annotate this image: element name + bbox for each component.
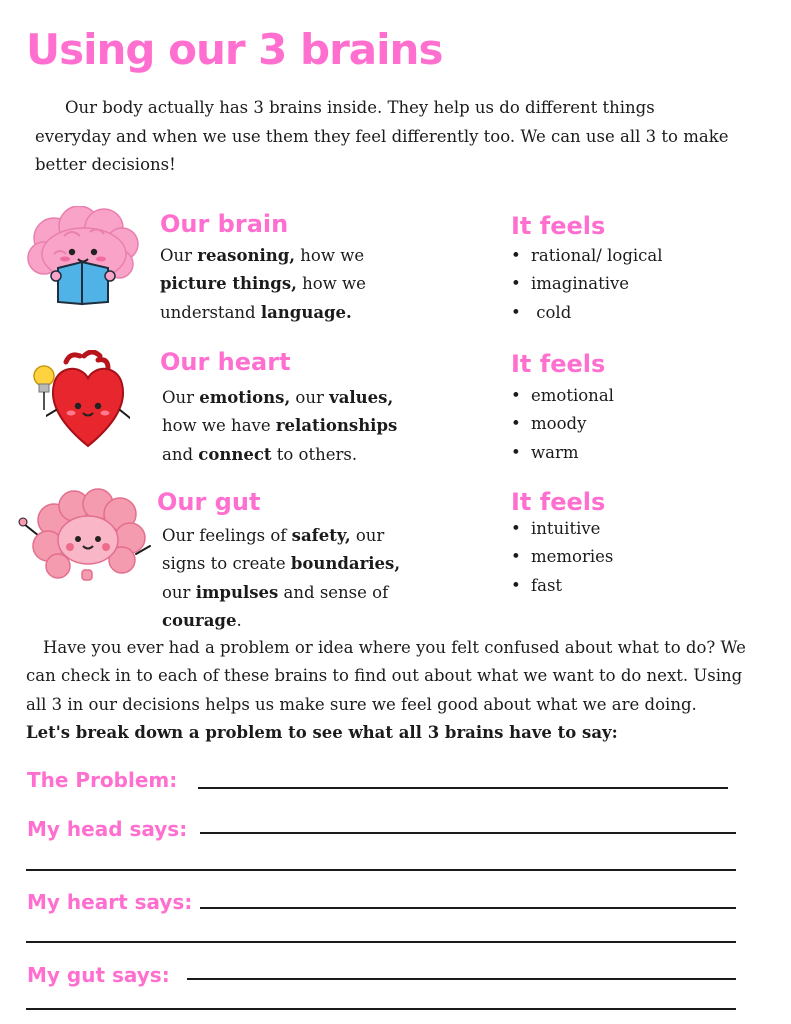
page-title: Using our 3 brains (26, 25, 443, 74)
gut-icon (18, 484, 156, 584)
heart-description (162, 384, 402, 469)
gut-label: My gut says: (27, 963, 170, 987)
bold-term: impulses (195, 582, 279, 602)
bold-term: safety, (291, 526, 351, 545)
gut-answer-line[interactable] (187, 978, 736, 980)
brain-icon (24, 206, 144, 306)
list-item: • cold (511, 299, 663, 327)
text-run: Our feelings of (162, 526, 292, 545)
gut-answer-line-2[interactable] (26, 1008, 736, 1010)
list-item: • emotional (511, 382, 614, 410)
list-item: • warm (511, 439, 614, 467)
intro-paragraph: Our body actually has 3 brains inside. They help us do different things everyday and when we use them they feel differently too. We can use all 3 to make better decisions! (35, 98, 729, 174)
gut-description (162, 522, 432, 635)
heart-feels-title: It feels (511, 350, 606, 378)
bold-term: emotions, (199, 388, 291, 407)
brain-description (160, 242, 400, 327)
section-gut (0, 480, 791, 630)
text-run: Our (160, 246, 198, 265)
text-run: how we have (162, 416, 276, 436)
brain-title: Our brain (160, 210, 289, 238)
bold-term: boundaries, (290, 554, 401, 574)
bold-term: connect (198, 444, 272, 464)
list-item: • fast (511, 572, 613, 600)
list-item: • memories (511, 543, 613, 571)
text-run: and sense of (278, 582, 389, 602)
problem-label: The Problem: (27, 768, 178, 792)
text-run: . (236, 610, 242, 630)
closing-instruction: Let's break down a problem to see what all 3 brains have to say: (26, 723, 618, 742)
brain-feels-list (511, 242, 663, 327)
list-item: • intuitive (511, 515, 613, 543)
heart-title: Our heart (160, 348, 291, 376)
problem-answer-line[interactable] (198, 787, 728, 789)
head-answer-line[interactable] (200, 832, 736, 834)
heart-answer-line[interactable] (200, 907, 736, 909)
bold-term: picture things, (160, 274, 297, 294)
gut-feels-title: It feels (511, 488, 606, 516)
heart-label: My heart says: (27, 890, 193, 914)
text-run: Our (162, 388, 200, 407)
gut-feels-list (511, 515, 613, 600)
bold-term: reasoning, (197, 246, 296, 265)
text-run: our (290, 388, 330, 407)
head-answer-line-2[interactable] (26, 869, 736, 871)
list-item: • moody (511, 410, 614, 438)
bold-term: values, (329, 388, 394, 407)
list-item: • imaginative (511, 270, 663, 298)
gut-title: Our gut (157, 488, 261, 516)
text-run: how we (295, 246, 365, 265)
text-run: how we understand (160, 274, 366, 322)
text-run: and (162, 444, 199, 464)
section-brain (0, 204, 791, 334)
head-label: My head says: (27, 817, 188, 841)
bold-term: courage (162, 610, 237, 630)
bold-term: relationships (275, 416, 398, 436)
section-heart (0, 342, 791, 472)
text-run: our (162, 582, 196, 602)
bold-term: language. (260, 302, 352, 322)
brain-feels-title: It feels (511, 212, 606, 240)
heart-feels-list (511, 382, 614, 467)
text-run: our signs to create (162, 526, 385, 574)
heart-icon (46, 350, 130, 454)
heart-answer-line-2[interactable] (26, 941, 736, 943)
closing-paragraph: Have you ever had a problem or idea where you felt confused about what to do? We can check in to each of these brains to find out about what we want to do next. Using all 3 in our decisions helps us make sure we feel good about what we are doing. (26, 638, 746, 714)
list-item: • rational/ logical (511, 242, 663, 270)
text-run: to others. (271, 444, 358, 464)
